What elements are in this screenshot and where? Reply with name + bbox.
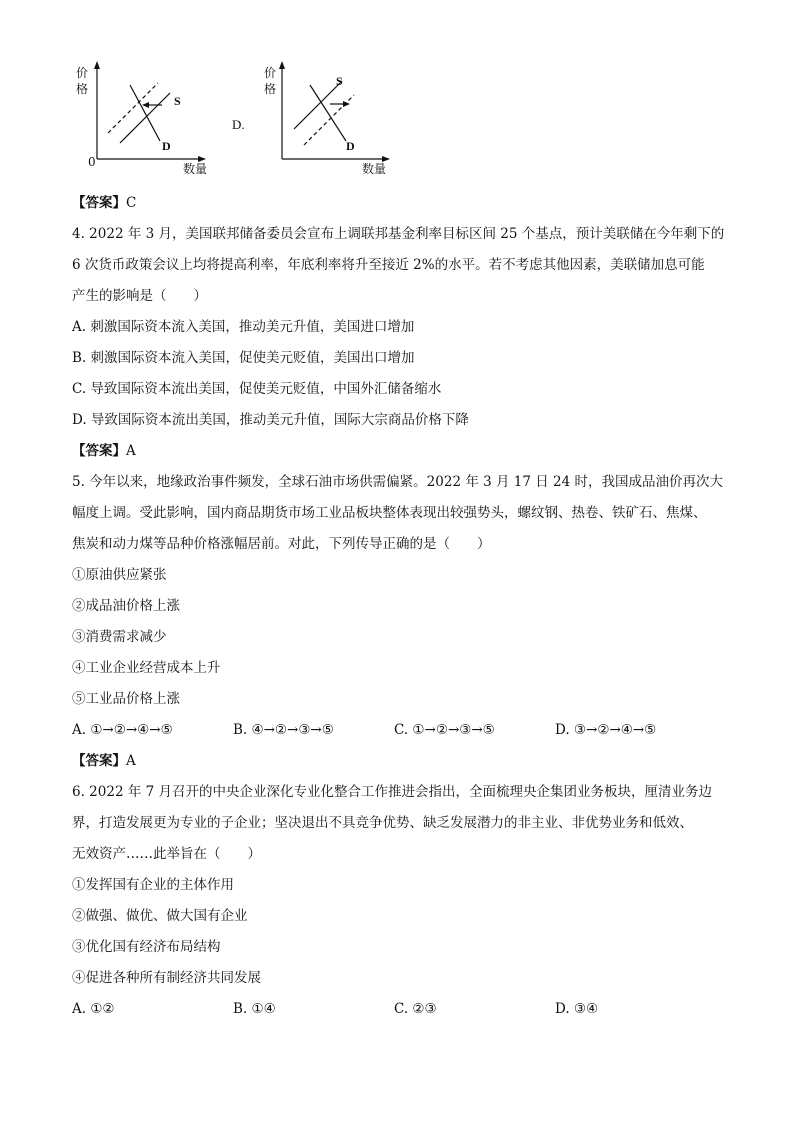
q6-option-a: A. ①② bbox=[72, 1001, 115, 1017]
supply-demand-graphs bbox=[0, 55, 794, 185]
answer-line-q5: 【答案】A bbox=[72, 753, 136, 769]
answer-line-q4: 【答案】A bbox=[72, 443, 136, 459]
option-d-label: D. bbox=[232, 117, 245, 132]
q5-stem-line-2: 幅度上调。受此影响，国内商品期货市场工业品板块整体表现出较强势头，螺纹钢、热卷、铁矿石、焦煤、 bbox=[72, 505, 707, 521]
y-axis-arrow bbox=[279, 61, 285, 69]
graph-option-c bbox=[70, 55, 210, 185]
q6-option-d: D. ③④ bbox=[555, 1001, 599, 1017]
q6-option-c: C. ②③ bbox=[394, 1001, 437, 1017]
q5-options bbox=[72, 715, 732, 746]
q6-item-2: ②做强、做优、做大国有企业 bbox=[72, 908, 248, 924]
demand-curve bbox=[310, 85, 346, 141]
y-axis-label-1: 价 bbox=[264, 66, 277, 80]
supply-label: S bbox=[336, 74, 343, 88]
q6-item-1: ①发挥国有企业的主体作用 bbox=[72, 877, 234, 893]
graph-option-d bbox=[258, 55, 398, 185]
q6-options bbox=[72, 994, 732, 1025]
origin-label: 0 bbox=[88, 155, 96, 169]
supply-curve bbox=[120, 93, 170, 143]
q5-item-5: ⑤工业品价格上涨 bbox=[72, 691, 180, 707]
q5-option-b: B. ④→②→③→⑤ bbox=[233, 722, 334, 738]
question-content bbox=[72, 188, 732, 1025]
answer-value: A bbox=[126, 753, 136, 769]
q6-stem-line-3: 无效资产……此举旨在（ ） bbox=[72, 846, 261, 862]
x-axis-label: 数量 bbox=[362, 162, 387, 176]
q5-item-3: ③消费需求减少 bbox=[72, 629, 167, 645]
q6-option-b: B. ①④ bbox=[233, 1001, 276, 1017]
supply-curve bbox=[294, 81, 342, 129]
q5-stem-line-1: 5. 今年以来，地缘政治事件频发，全球石油市场供需偏紧。2022 年 3 月 17 日 24 时，我国成品油价再次大 bbox=[72, 474, 724, 490]
q6-item-4: ④促进各种所有制经济共同发展 bbox=[72, 970, 261, 986]
y-axis-label-2: 格 bbox=[264, 82, 277, 96]
q4-option-d: D. 导致国际资本流出美国，推动美元升值，国际大宗商品价格下降 bbox=[72, 412, 469, 428]
q4-stem-line-2: 6 次货币政策会议上均将提高利率，年底利率将升至接近 2%的水平。若不考虑其他因素，美联储加息可能 bbox=[72, 257, 705, 273]
q6-item-3: ③优化国有经济布局结构 bbox=[72, 939, 221, 955]
q5-option-c: C. ①→②→③→⑤ bbox=[394, 722, 495, 738]
q5-option-a: A. ①→②→④→⑤ bbox=[72, 722, 173, 738]
answer-line-q3: 【答案】C bbox=[72, 195, 137, 211]
y-axis-arrow bbox=[94, 61, 100, 69]
answer-value: A bbox=[126, 443, 136, 459]
q5-item-4: ④工业企业经营成本上升 bbox=[72, 660, 221, 676]
answer-value: C bbox=[126, 195, 137, 211]
q5-option-d: D. ③→②→④→⑤ bbox=[555, 722, 657, 738]
demand-label: D bbox=[162, 139, 171, 153]
demand-curve bbox=[130, 85, 160, 141]
q4-option-c: C. 导致国际资本流出美国，促使美元贬值，中国外汇储备缩水 bbox=[72, 381, 442, 397]
y-axis-label-1: 价 bbox=[76, 66, 89, 80]
q5-item-2: ②成品油价格上涨 bbox=[72, 598, 180, 614]
demand-label: D bbox=[346, 139, 355, 153]
q4-option-a: A. 刺激国际资本流入美国，推动美元升值，美国进口增加 bbox=[72, 319, 415, 335]
shift-arrow-head bbox=[142, 102, 149, 108]
supply-label: S bbox=[174, 94, 181, 108]
q6-stem-line-2: 界，打造发展更为专业的子企业；坚决退出不具竞争优势、缺乏发展潜力的非主业、非优势业务和低效、 bbox=[72, 815, 693, 831]
q5-stem-line-3: 焦炭和动力煤等品种价格涨幅居前。对此，下列传导正确的是（ ） bbox=[72, 536, 491, 552]
q4-stem-line-1: 4. 2022 年 3 月，美国联邦储备委员会宣布上调联邦基金利率目标区间 25 个基点，预计美联储在今年剩下的 bbox=[72, 226, 725, 242]
shift-arrow-head bbox=[343, 101, 350, 107]
q6-stem-line-1: 6. 2022 年 7 月召开的中央企业深化专业化整合工作推进会指出，全面梳理央企集团业务板块，厘清业务边 bbox=[72, 784, 712, 800]
q4-stem-line-3: 产生的影响是（ ） bbox=[72, 288, 207, 304]
q5-item-1: ①原油供应紧张 bbox=[72, 567, 167, 583]
q4-option-b: B. 刺激国际资本流入美国，促使美元贬值，美国出口增加 bbox=[72, 350, 415, 366]
y-axis-label-2: 格 bbox=[76, 82, 89, 96]
x-axis-label: 数量 bbox=[183, 162, 208, 176]
